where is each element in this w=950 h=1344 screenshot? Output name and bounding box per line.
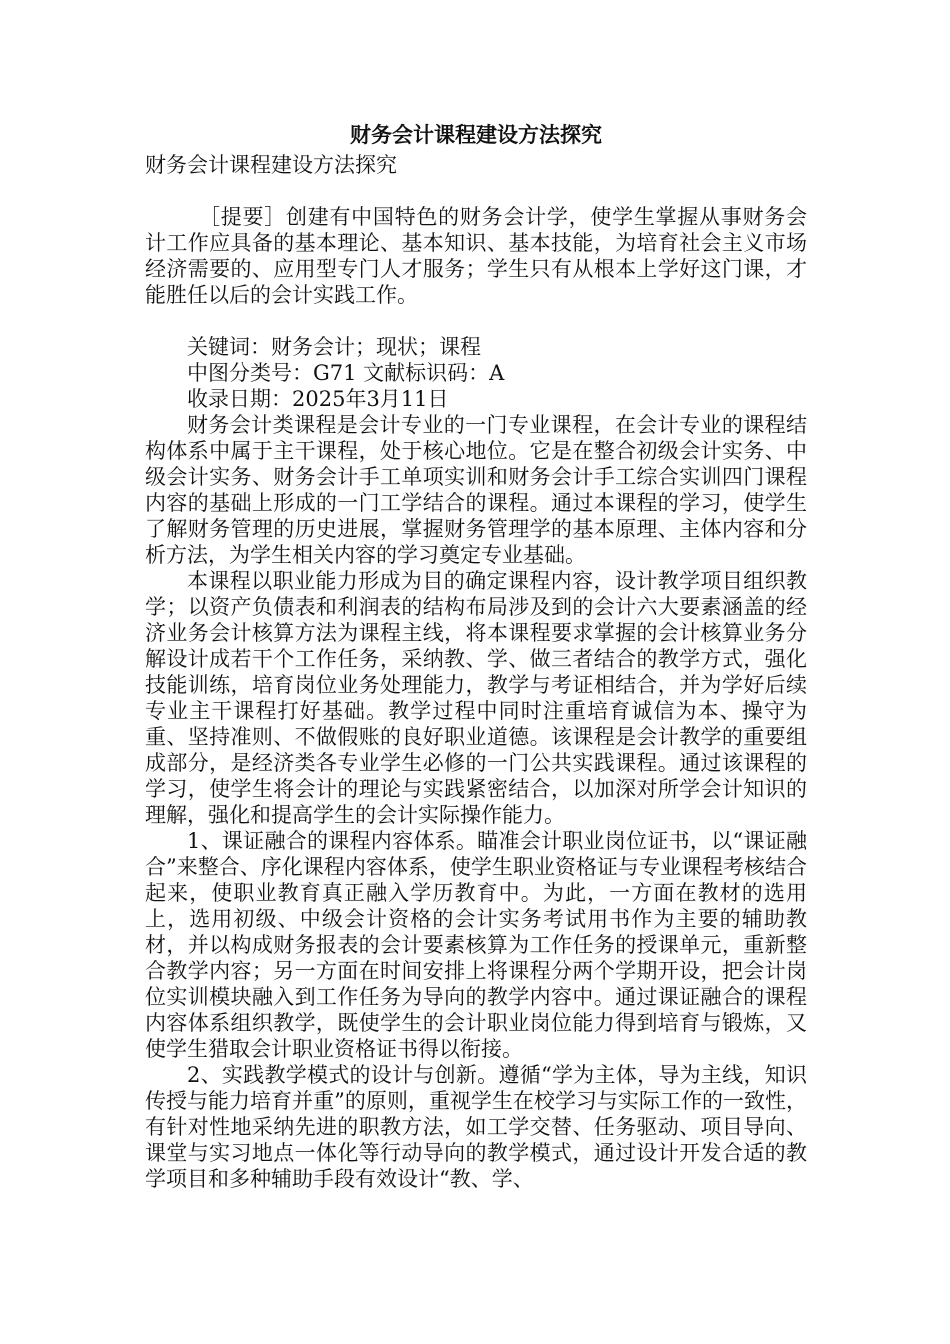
blank-line	[145, 178, 807, 204]
document-page	[145, 118, 807, 1192]
body-paragraph: 财务会计类课程是会计专业的一门专业课程，在会计专业的课程结构体系中属于主干课程，处于核心地位。它是在整合初级会计实务、中级会计实务、财务会计手工单项实训和财务会计手工综合实训四门课程内容的基础上形成的一门工学结合的课程。通过本课程的学习，使学生了解财务管理的历史进展，掌握财务管理学的基本原理、主体内容和分析方法，为学生相关内容的学习奠定专业基础。	[145, 413, 807, 567]
body-paragraph: 本课程以职业能力形成为目的确定课程内容，设计教学项目组织教学；以资产负债表和利润表的结构布局涉及到的会计六大要素涵盖的经济业务会计核算方法为课程主线，将本课程要求掌握的会计核算业务分解设计成若干个工作任务，采纳教、学、做三者结合的教学方式，强化技能训练，培育岗位业务处理能力，教学与考证相结合，并为学好后续专业主干课程打好基础。教学过程中同时注重培育诚信为本、操守为重、坚持准则、不做假账的良好职业道德。该课程是会计教学的重要组成部分，是经济类各专业学生必修的一门公共实践课程。通过该课程的学习，使学生将会计的理论与实践紧密结合，以加深对所学会计知识的理解，强化和提高学生的会计实际操作能力。	[145, 569, 807, 827]
body-paragraph: 1、课证融合的课程内容体系。瞄准会计职业岗位证书，以“课证融合”来整合、序化课程内容体系，使学生职业资格证与专业课程考核结合起来，使职业教育真正融入学历教育中。为此，一方面在教材的选用上，选用初级、中级会计资格的会计实务考试用书作为主要的辅助教材，并以构成财务报表的会计要素核算为工作任务的授课单元，重新整合教学内容；另一方面在时间安排上将课程分两个学期开设，把会计岗位实训模块融入到工作任务为导向的教学内容中。通过课证融合的课程内容体系组织教学，既使学生的会计职业岗位能力得到培育与锻炼，又使学生猎取会计职业资格证书得以衔接。	[145, 829, 807, 1061]
blank-line	[145, 308, 807, 334]
document-title: 财务会计课程建设方法探究	[350, 122, 602, 147]
received-date-line: 收录日期：2025年3月11日	[187, 387, 449, 411]
body-paragraph: 2、实践教学模式的设计与创新。遵循“学为主体，导为主线，知识传授与能力培育并重”的原则，重视学生在校学习与实际工作的一致性，有针对性地采纳先进的职教方法，如工学交替、任务驱动、项目导向、课堂与实习地点一体化等行动导向的教学模式，通过设计开发合适的教学项目和多种辅助手段有效设计“教、学、	[145, 1063, 807, 1191]
classification-line: 中图分类号：G71 文献标识码：A	[187, 361, 505, 385]
document-subtitle: 财务会计课程建设方法探究	[145, 153, 397, 177]
abstract-paragraph: ［提要］创建有中国特色的财务会计学，使学生掌握从事财务会计工作应具备的基本理论、基本知识、基本技能，为培育社会主义市场经济需要的、应用型专门人才服务；学生只有从根本上学好这门课，才能胜任以后的会计实践工作。	[145, 205, 807, 307]
keywords-line: 关键词：财务会计；现状；课程	[187, 335, 481, 359]
